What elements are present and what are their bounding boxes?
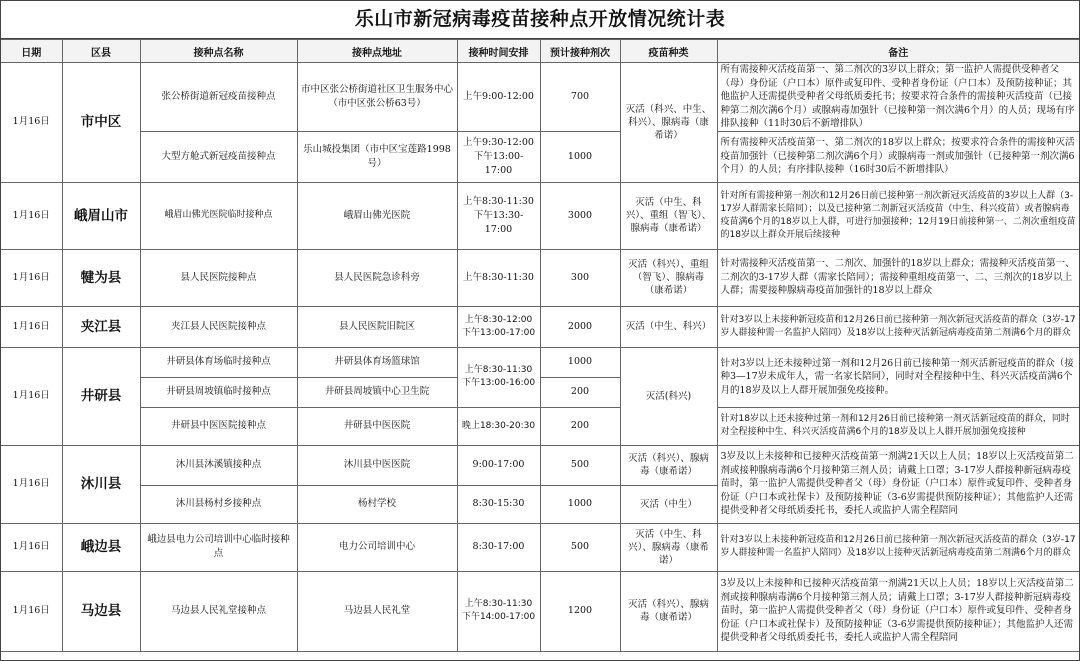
site-cell: 夹江县人民医院接种点	[140, 306, 297, 347]
address-cell: 乐山城投集团（市中区宝莲路1998号）	[297, 131, 457, 182]
header-doses: 预计接种剂次	[540, 40, 620, 63]
district-cell: 马边县	[62, 571, 140, 651]
doses-cell: 500	[540, 523, 620, 571]
address-cell: 峨眉山佛光医院	[297, 182, 457, 249]
vaccine-cell: 灭活（科兴）、重组（智飞）、腺病毒（康希诺）	[620, 249, 717, 306]
site-cell: 大型方舱式新冠疫苗接种点	[140, 131, 297, 182]
address-cell: 井研县中医医院	[297, 407, 457, 445]
date-cell: 1月16日	[1, 306, 62, 347]
date-cell: 1月16日	[1, 523, 62, 571]
site-cell: 峨边县电力公司培训中心临时接种点	[140, 523, 297, 571]
district-cell: 市中区	[62, 63, 140, 183]
time-cell	[457, 131, 540, 182]
sheet-title: 乐山市新冠病毒疫苗接种点开放情况统计表	[1, 1, 1079, 39]
doses-cell: 1000	[540, 131, 620, 182]
doses-cell: 200	[540, 377, 620, 407]
header-date: 日期	[1, 40, 62, 63]
district-cell: 沐川县	[62, 445, 140, 523]
vaccine-cell: 灭活（中生）	[620, 485, 717, 523]
time-cell	[457, 347, 540, 407]
note-cell: 针对3岁以上未接种新冠疫苗和12月26日前已接种第一剂次新冠灭活疫苗的群众（3岁-17岁人群接种需一名监护人陪同）及18岁以上接种灭活新冠病毒疫苗第二剂满6个月的群众	[717, 523, 1079, 571]
district-cell: 峨眉山市	[62, 182, 140, 249]
vaccination-table	[1, 39, 1079, 652]
table-row	[1, 131, 1079, 182]
site-cell: 马边县人民礼堂接种点	[140, 571, 297, 651]
note-cell: 针对需接种灭活疫苗第一、二剂次、加强针的18岁以上群众；需接种灭活疫苗第一、二剂次的3-17岁人群（需家长陪同）；需接种重组疫苗第一、二、三剂次的18岁以上人群；需要接种腺病毒疫苗加强针的18岁以上群众	[717, 249, 1079, 306]
time-cell: 8:30-17:00	[457, 523, 540, 571]
date-cell: 1月16日	[1, 249, 62, 306]
table-row	[1, 347, 1079, 377]
address-cell: 马边县人民礼堂	[297, 571, 457, 651]
note-cell: 所有需接种灭活疫苗第一、第二剂次的18岁以上群众；按要求符合条件的需接种灭活疫苗加强针（已接种第二剂次满6个月）或腺病毒一剂或加强针（已接种第一剂次满6个月）的人员；有序排队接种（16时30后不新增排队）	[717, 131, 1079, 182]
time-line: 上午8:30-12:00	[464, 314, 533, 325]
vaccine-cell: 灭活(科兴)	[620, 347, 717, 445]
address-cell: 杨村学校	[297, 485, 457, 523]
table-row	[1, 249, 1079, 306]
time-cell: 上午8:30-11:30 下午14:00-17:00	[457, 571, 540, 651]
time-line: 下午13:30-17:00	[473, 209, 524, 235]
site-cell: 井研县中医医院接种点	[140, 407, 297, 445]
date-cell: 1月16日	[1, 182, 62, 249]
time-cell: 上午8:30-11:30	[457, 249, 540, 306]
time-cell	[457, 182, 540, 249]
table-row	[1, 445, 1079, 485]
header-address: 接种点地址	[297, 40, 457, 63]
table-row	[1, 182, 1079, 249]
time-cell: 8:30-15:30	[457, 485, 540, 523]
site-cell: 张公桥街道新冠疫苗接种点	[140, 63, 297, 132]
header-note: 备注	[717, 40, 1079, 63]
note-cell: 针对3岁以上还未接种过第一剂和12月26日前已接种第一剂灭活新冠疫苗的群众（接种3—17岁未成年人，需一名家长陪同），同时对全程接种中生、科兴灭活疫苗满6个月的18岁及以上人群开展加强免疫接种。	[717, 347, 1079, 407]
address-cell: 县人民医院旧院区	[297, 306, 457, 347]
time-line: 下午13:00-17:00	[461, 327, 536, 338]
district-cell: 犍为县	[62, 249, 140, 306]
vaccine-cell: 灭活（科兴）、腺病毒（康希诺）	[620, 445, 717, 485]
date-cell: 1月16日	[1, 63, 62, 183]
note-cell: 针对所有需接种第一剂次和12月26日前已接种第一剂次新冠灭活疫苗的3岁以上人群（3-17岁人群需家长陪同）；以及已接种第二剂新冠灭活疫苗（中生、科兴疫苗）或者腺病毒疫苗满6个月的18岁以上人群，可进行加强接种；12月19日前接种第一、二剂次重组疫苗的18岁以上群众开展后续接种	[717, 182, 1079, 249]
header-vaccine: 疫苗种类	[620, 40, 717, 63]
table-row	[1, 63, 1079, 132]
doses-cell: 1000	[540, 485, 620, 523]
site-cell: 沐川县沐溪镇接种点	[140, 445, 297, 485]
vaccine-cell: 灭活（科兴）、腺病毒（康希诺）	[620, 571, 717, 651]
doses-cell: 300	[540, 249, 620, 306]
doses-cell: 3000	[540, 182, 620, 249]
table-row	[1, 523, 1079, 571]
time-cell: 晚上18:30-20:30	[457, 407, 540, 445]
district-cell: 夹江县	[62, 306, 140, 347]
table-row	[1, 571, 1079, 651]
date-cell: 1月16日	[1, 347, 62, 445]
address-cell: 电力公司培训中心	[297, 523, 457, 571]
note-cell: 所有需接种灭活疫苗第一、第二剂次的3岁以上群众；第一监护人需提供受种者父（母）身份证（户口本）原件或复印件、受种者身份证（户口本）及预防接种证；其他监护人还需提供受种者父母纸质委托书；按要求符合条件的需接种灭活疫苗（已接种第二剂次满6个月）或腺病毒加强针（已接种第一剂次满6个月）的人员；现场有序排队接种（11时30后不新增排队）	[717, 63, 1079, 132]
doses-cell: 200	[540, 407, 620, 445]
address-cell: 井研县体育场篮球馆	[297, 347, 457, 377]
header-row	[1, 40, 1079, 63]
time-line: 上午8:30-11:30	[463, 195, 534, 207]
doses-cell: 1000	[540, 347, 620, 377]
vaccine-cell: 灭活（中生、科兴）、腺病毒（康希诺）	[620, 523, 717, 571]
doses-cell: 1200	[540, 571, 620, 651]
district-cell: 井研县	[62, 347, 140, 445]
doses-cell: 500	[540, 445, 620, 485]
address-cell: 沐川县中医医院	[297, 445, 457, 485]
header-time: 接种时间安排	[457, 40, 540, 63]
note-cell: 3岁及以上未接种和已接种灭活疫苗第一剂满21天以上人员；18岁以上灭活疫苗第二剂或接种腺病毒满6个月接种第三剂人员；请戴上口罩；3-17岁人群接种新冠病毒疫苗时，第一监护人需提供受种者父（母）身份证（户口本）原件或复印件、受种者身份证（户口本或社保卡）及预防接种证（3-6岁需提供预防接种证）；其他监护人还需提供受种者父母纸质委托书，委托人或监护人需全程陪同	[717, 445, 1079, 523]
doses-cell: 700	[540, 63, 620, 132]
time-line: 下午13:00-16:00	[461, 378, 536, 388]
site-cell: 峨眉山佛光医院临时接种点	[140, 182, 297, 249]
doses-cell: 2000	[540, 306, 620, 347]
header-site: 接种点名称	[140, 40, 297, 63]
time-line: 上午8:30-11:30	[464, 365, 533, 375]
header-district: 区县	[62, 40, 140, 63]
district-cell: 峨边县	[62, 523, 140, 571]
time-line: 下午13:00-17:00	[473, 150, 524, 176]
table-row	[1, 306, 1079, 347]
site-cell: 井研县周坡镇临时接种点	[140, 377, 297, 407]
table-row	[1, 407, 1079, 445]
note-cell: 针对3岁以上未接种新冠疫苗和12月26日前已接种第一剂次新冠灭活疫苗的群众（3岁-17岁人群接种需一名监护人陪同）及18岁以上接种灭活新冠病毒疫苗第二剂满6个月的群众	[717, 306, 1079, 347]
date-cell: 1月16日	[1, 571, 62, 651]
address-cell: 井研县周坡镇中心卫生院	[297, 377, 457, 407]
note-cell: 3岁及以上未接种和已接种灭活疫苗第一剂满21天以上人员；18岁以上灭活疫苗第二剂或接种腺病毒满6个月接种第三剂人员；请戴上口罩；3-17岁人群接种新冠病毒疫苗时，第一监护人需提供受种者父（母）身份证（户口本）原件或复印件、受种者身份证（户口本或社保卡）及预防接种证（3-6岁需提供预防接种证）；其他监护人还需提供受种者父母纸质委托书，委托人或监护人需全程陪同	[717, 571, 1079, 651]
note-cell: 针对18岁以上还未接种过第一剂和12月26日前已接种第一剂灭活新冠疫苗的群众，同时对全程接种中生、科兴灭活疫苗满6个月的18岁及以上人群开展加强免疫接种	[717, 407, 1079, 445]
vaccine-cell: 灭活（中生、科兴）、重组（智飞）、腺病毒（康希诺）	[620, 182, 717, 249]
time-cell: 9:00-17:00	[457, 445, 540, 485]
site-cell: 县人民医院接种点	[140, 249, 297, 306]
site-cell: 沐川县杨村乡接种点	[140, 485, 297, 523]
date-cell: 1月16日	[1, 445, 62, 523]
site-cell: 井研县体育场临时接种点	[140, 347, 297, 377]
address-cell: 市中区张公桥街道社区卫生服务中心（市中区张公桥63号）	[297, 63, 457, 132]
vaccine-cell: 灭活（科兴、中生、科兴）、腺病毒（康希诺）	[620, 63, 717, 183]
address-cell: 县人民医院急诊科旁	[297, 249, 457, 306]
vaccine-cell: 灭活（中生、科兴）	[620, 306, 717, 347]
time-line: 上午9:30-12:00	[463, 136, 534, 148]
time-cell	[457, 306, 540, 347]
time-cell: 上午9:00-12:00	[457, 63, 540, 132]
